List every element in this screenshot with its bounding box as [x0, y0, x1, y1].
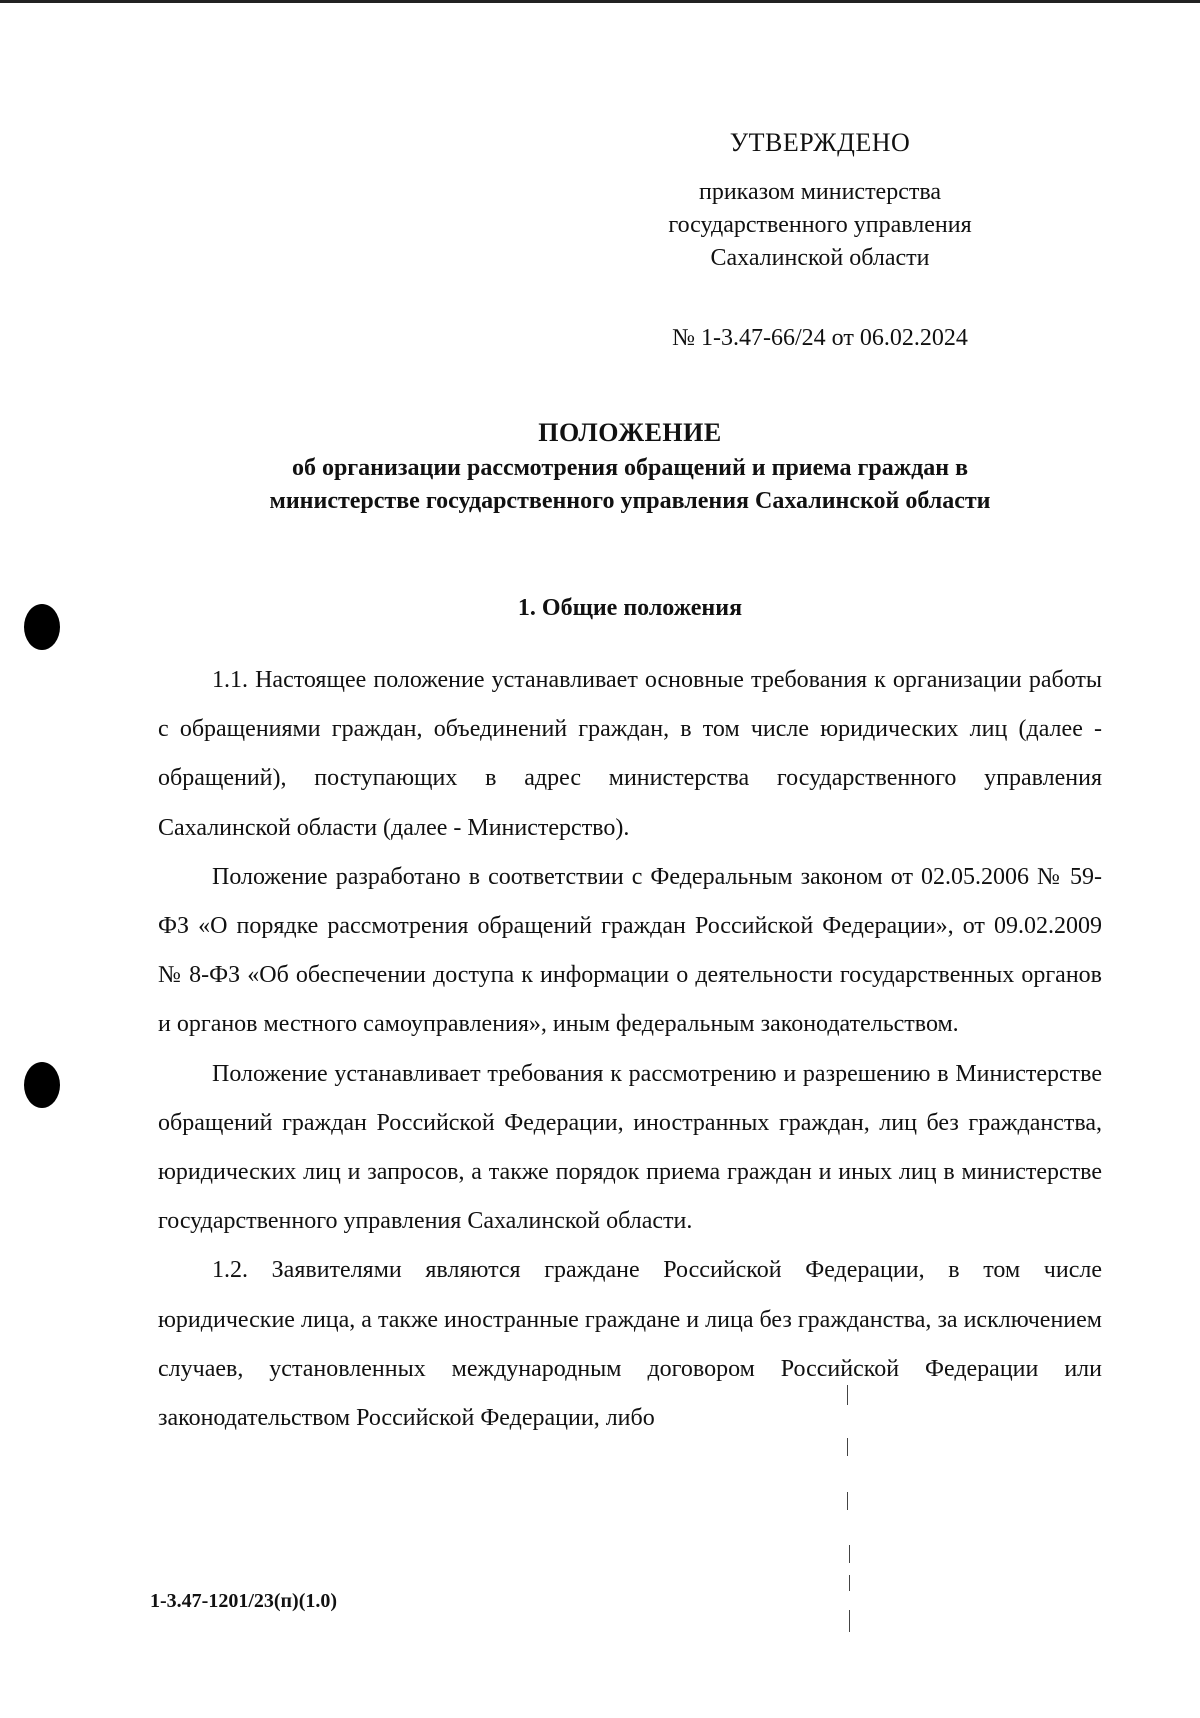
scan-mark	[847, 1492, 848, 1510]
approved-by-block	[600, 176, 1040, 275]
scan-mark	[849, 1545, 850, 1563]
punch-hole-lower	[24, 1062, 60, 1108]
document-title: ПОЛОЖЕНИЕ	[538, 418, 722, 447]
approved-by-line: Сахалинской области	[710, 245, 930, 271]
approved-by-line: государственного управления	[668, 212, 972, 238]
punch-hole-upper	[24, 604, 60, 650]
paragraph: 1.2. Заявителями являются граждане Российской Федерации, в том числе юридические лица, а также иностранные граждане и лица без гражданства, за исключением случаев, установленных международным договором Российской Федерации или законодательством Российской Федерации, либо	[158, 1257, 1102, 1432]
paragraph: 1.1. Настоящее положение устанавливает основные требования к организации работы с обращениями граждан, объединений граждан, в том числе юридических лиц (далее - обращений), поступающих в адрес министерства государственного управления Сахалинской области (далее - Министерство).	[158, 667, 1102, 841]
scan-mark	[849, 1610, 850, 1632]
document-subtitle	[140, 452, 1120, 518]
order-number: № 1-3.47-66/24 от 06.02.2024	[672, 325, 968, 351]
subtitle-line: об организации рассмотрения обращений и приема граждан в	[291, 455, 969, 481]
paragraph: Положение устанавливает требования к рассмотрению и разрешению в Министерстве обращений граждан Российской Федерации, иностранных граждан, лиц без гражданства, юридических лиц и запросов, а также порядок приема граждан и иных лиц в министерстве государственного управления Сахалинской области.	[158, 1060, 1102, 1235]
subtitle-line: министерстве государственного управления Сахалинской области	[269, 488, 991, 514]
section-body	[158, 656, 1102, 1443]
approved-heading: УТВЕРЖДЕНО	[729, 128, 911, 157]
scan-top-border	[0, 0, 1200, 3]
scan-mark	[849, 1575, 850, 1591]
section-heading: 1. Общие положения	[517, 595, 743, 621]
document-code: 1-3.47-1201/23(п)(1.0)	[150, 1590, 338, 1612]
paragraph: Положение разработано в соответствии с Федеральным законом от 02.05.2006 № 59-ФЗ «О порядке рассмотрения обращений граждан Российской Федерации», от 09.02.2009 № 8-ФЗ «Об обеспечении доступа к информации о деятельности государственных органов и органов местного самоуправления», иным федеральным законодательством.	[158, 863, 1102, 1038]
approved-by-line: приказом министерства	[698, 179, 942, 205]
